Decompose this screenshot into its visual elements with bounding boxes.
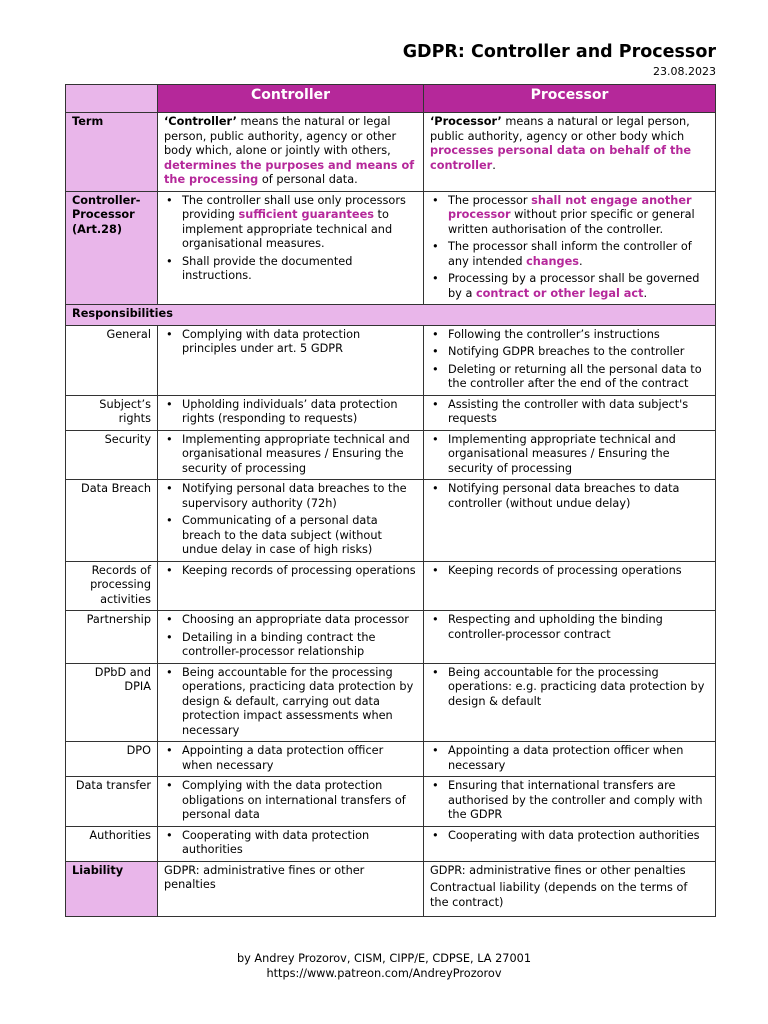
processor-responsibility-cell: [424, 611, 716, 664]
controller-responsibility-list: [164, 744, 417, 773]
art28-processor-text: The processor: [448, 193, 532, 207]
controller-responsibility-item: • Complying with data protection principles under art. 5 GDPR: [182, 328, 417, 357]
art28-controller-list: [164, 194, 417, 284]
responsibility-rows: [66, 325, 716, 861]
art28-processor-highlight: shall not engage another processor: [448, 193, 692, 221]
processor-responsibility-item: • Being accountable for the processing operations: e.g. practicing data protection by design & default: [448, 666, 709, 710]
processor-responsibility-cell: [424, 480, 716, 562]
processor-responsibility-cell: [424, 430, 716, 480]
processor-responsibility-list: [430, 328, 709, 392]
responsibility-row: [66, 663, 716, 742]
controller-responsibility-item: • Upholding individuals’ data protection rights (responding to requests): [182, 398, 417, 427]
art28-controller-item: [182, 255, 417, 284]
art28-processor-cell: [424, 191, 716, 305]
liability-controller-cell: [158, 861, 424, 917]
art28-processor-text-end: .: [643, 286, 648, 300]
term-label: Term: [66, 113, 158, 192]
responsibility-label: Data transfer: [66, 777, 158, 827]
art28-processor-text-end: .: [578, 254, 583, 268]
processor-def-text-1: means a natural or legal person, public authority, agency or other body which: [430, 115, 690, 143]
art28-label: Controller-Processor (Art.28): [66, 191, 158, 305]
processor-responsibility-item: • Cooperating with data protection authorities: [448, 829, 709, 844]
controller-responsibility-list: [164, 829, 417, 858]
controller-responsibility-cell: [158, 395, 424, 430]
processor-responsibility-cell: [424, 777, 716, 827]
controller-responsibility-list: [164, 328, 417, 357]
controller-definition: [158, 113, 424, 192]
controller-column-header: Controller: [158, 85, 424, 113]
term-row: [66, 113, 716, 192]
responsibility-label: Authorities: [66, 826, 158, 861]
processor-responsibility-item: • Assisting the controller with data subject's requests: [448, 398, 709, 427]
processor-responsibility-list: [430, 666, 709, 710]
processor-responsibility-cell: [424, 663, 716, 742]
controller-responsibility-list: [164, 779, 417, 823]
responsibility-row: [66, 742, 716, 777]
controller-responsibility-cell: [158, 826, 424, 861]
controller-responsibility-cell: [158, 430, 424, 480]
responsibility-row: [66, 430, 716, 480]
responsibility-row: [66, 561, 716, 611]
author-line: by Andrey Prozorov, CISM, CIPP/E, CDPSE, LA 27001: [236, 952, 532, 965]
controller-responsibility-cell: [158, 325, 424, 395]
controller-responsibility-item: • Keeping records of processing operations: [182, 564, 417, 579]
controller-def-text-2: of personal data.: [258, 173, 358, 186]
controller-responsibility-cell: [158, 663, 424, 742]
art28-processor-text: Processing by a processor shall be governed by a: [448, 272, 700, 300]
liability-processor-text: GDPR: administrative fines or other penalties: [430, 863, 686, 877]
responsibility-label: Records of processing activities: [66, 561, 158, 611]
art28-processor-text: The processor shall inform the controller of any intended: [448, 240, 692, 268]
liability-row: [66, 861, 716, 917]
art28-controller-highlight: sufficient guarantees: [238, 208, 374, 221]
processor-responsibility-item: • Notifying personal data breaches to data controller (without undue delay): [448, 482, 709, 511]
processor-responsibility-list: [430, 744, 709, 773]
responsibility-row: [66, 826, 716, 861]
processor-responsibility-list: [430, 433, 709, 477]
responsibility-row: [66, 611, 716, 664]
processor-responsibility-list: [430, 482, 709, 511]
processor-responsibility-item: • Respecting and upholding the binding controller-processor contract: [448, 613, 709, 642]
controller-responsibility-item: • Notifying personal data breaches to the supervisory authority (72h): [182, 482, 417, 511]
processor-responsibility-item: • Deleting or returning all the personal data to the controller after the end of the contract: [448, 363, 709, 392]
processor-responsibility-cell: [424, 826, 716, 861]
controller-responsibility-list: [164, 482, 417, 558]
author-link[interactable]: https://www.patreon.com/AndreyProzorov: [266, 967, 502, 980]
liability-controller-text: GDPR: administrative fines or other penalties: [164, 863, 365, 891]
responsibility-row: [66, 777, 716, 827]
responsibility-row: [66, 480, 716, 562]
art28-processor-list: [430, 194, 709, 302]
processor-responsibility-list: [430, 779, 709, 823]
processor-responsibility-cell: [424, 325, 716, 395]
art28-controller-text: The controller shall use only processors providing: [182, 193, 406, 221]
header-blank-cell: [66, 85, 158, 113]
responsibility-label: DPO: [66, 742, 158, 777]
art28-controller-text-end: to implement appropriate technical and organisational measures.: [182, 208, 393, 250]
controller-responsibility-cell: [158, 742, 424, 777]
responsibility-label: DPbD and DPIA: [66, 663, 158, 742]
processor-responsibility-cell: [424, 561, 716, 611]
controller-responsibility-item: • Appointing a data protection officer when necessary: [182, 744, 417, 773]
art28-controller-text: Shall provide the documented instructions.: [182, 254, 353, 282]
art28-processor-item: [448, 272, 709, 301]
responsibility-row: [66, 325, 716, 395]
controller-responsibility-cell: [158, 777, 424, 827]
art28-processor-text-end: without prior specific or general written authorisation of the controller.: [448, 208, 695, 236]
processor-responsibility-item: • Ensuring that international transfers are authorised by the controller and comply with the GDPR: [448, 779, 709, 823]
responsibility-label: Security: [66, 430, 158, 480]
document-date: 23.08.2023: [653, 65, 716, 78]
controller-responsibility-list: [164, 398, 417, 427]
processor-def-highlight: processes personal data on behalf of the controller: [430, 144, 692, 172]
document-title: GDPR: Controller and Processor: [402, 42, 716, 62]
controller-responsibility-item: • Implementing appropriate technical and organisational measures / Ensuring the security of processing: [182, 433, 417, 477]
controller-responsibility-item: • Being accountable for the processing operations, practicing data protection by design & default, carrying out data protection impact assessments when necessary: [182, 666, 417, 739]
header-row: [66, 85, 716, 113]
processor-def-text-2: .: [492, 158, 496, 172]
responsibility-row: [66, 395, 716, 430]
art28-processor-highlight: changes: [526, 254, 579, 268]
art28-controller-item: [182, 194, 417, 252]
processor-responsibility-list: [430, 613, 709, 642]
controller-responsibility-item: • Cooperating with data protection authorities: [182, 829, 417, 858]
responsibility-label: Subject’s rights: [66, 395, 158, 430]
art28-processor-highlight: contract or other legal act: [475, 286, 644, 300]
processor-column-header: Processor: [424, 85, 716, 113]
controller-responsibility-cell: [158, 480, 424, 562]
controller-responsibility-cell: [158, 561, 424, 611]
comparison-table: [65, 84, 716, 917]
liability-label: Liability: [66, 861, 158, 917]
processor-responsibility-list: [430, 829, 709, 844]
processor-responsibility-item: • Keeping records of processing operations: [448, 564, 709, 579]
processor-responsibility-list: [430, 398, 709, 427]
controller-responsibility-item: • Communicating of a personal data breach to the data subject (without undue delay in case of high risks): [182, 514, 417, 558]
controller-def-text-1: means the natural or legal person, public authority, agency or other body which, alone or jointly with others,: [164, 115, 397, 157]
art28-processor-item: [448, 194, 709, 238]
controller-def-highlight: determines the purposes and means of the processing: [164, 158, 415, 186]
controller-responsibility-item: • Detailing in a binding contract the controller-processor relationship: [182, 631, 417, 660]
processor-responsibility-item: • Following the controller’s instructions: [448, 328, 709, 343]
processor-responsibility-cell: [424, 742, 716, 777]
responsibility-label: General: [66, 325, 158, 395]
controller-responsibility-list: [164, 433, 417, 477]
processor-responsibility-item: • Notifying GDPR breaches to the controller: [448, 345, 709, 360]
responsibilities-label: Responsibilities: [66, 305, 716, 326]
processor-responsibility-list: [430, 564, 709, 579]
controller-responsibility-cell: [158, 611, 424, 664]
art28-processor-item: [448, 240, 709, 269]
processor-responsibility-cell: [424, 395, 716, 430]
controller-responsibility-item: • Choosing an appropriate data processor: [182, 613, 417, 628]
art28-controller-cell: [158, 191, 424, 305]
responsibility-label: Data Breach: [66, 480, 158, 562]
processor-term: ‘Processor’: [430, 115, 502, 128]
controller-term: ‘Controller’: [164, 115, 237, 128]
controller-responsibility-list: [164, 564, 417, 579]
processor-responsibility-item: • Implementing appropriate technical and organisational measures / Ensuring the security of processing: [448, 433, 709, 477]
controller-responsibility-list: [164, 613, 417, 660]
footer: [0, 951, 768, 981]
controller-responsibility-item: • Complying with the data protection obligations on international transfers of personal data: [182, 779, 417, 823]
processor-responsibility-item: • Appointing a data protection officer when necessary: [448, 744, 709, 773]
controller-responsibility-list: [164, 666, 417, 739]
responsibility-label: Partnership: [66, 611, 158, 664]
liability-processor-text: Contractual liability (depends on the terms of the contract): [430, 881, 688, 909]
responsibilities-row: [66, 305, 716, 326]
processor-definition: [424, 113, 716, 192]
art28-row: [66, 191, 716, 305]
liability-processor-cell: [424, 861, 716, 917]
